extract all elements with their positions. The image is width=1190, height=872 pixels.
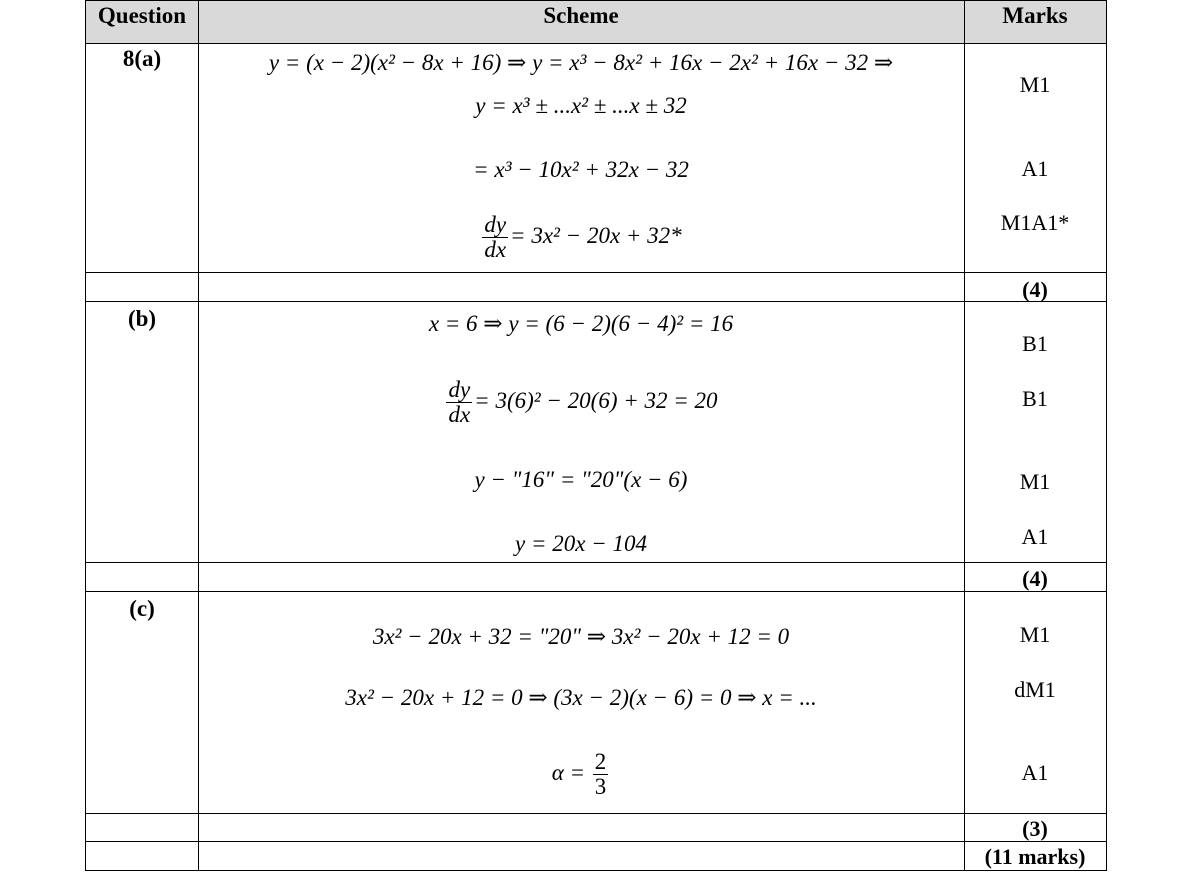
derivative-expression: = 3x² − 20x + 32*	[510, 222, 682, 248]
derivative-fraction	[482, 213, 508, 262]
header-divider	[85, 43, 1106, 44]
scheme-a-line-3: = x³ − 10x² + 32x − 32	[473, 157, 689, 182]
header-question: Question	[97, 3, 187, 28]
total-marks: (11 marks)	[984, 844, 1086, 869]
row-divider	[85, 813, 1106, 814]
mark-b-4: A1	[1021, 524, 1049, 549]
mark-b-1: B1	[1022, 331, 1048, 356]
derivative-fraction	[446, 378, 472, 427]
column-border	[85, 0, 86, 871]
row-divider	[85, 272, 1106, 273]
column-border	[198, 0, 199, 871]
question-label-c: (c)	[129, 596, 155, 621]
mark-a-1: M1	[1019, 72, 1051, 97]
scheme-c-line-1: 3x² − 20x + 32 = "20" ⇒ 3x² − 20x + 12 = 0	[372, 624, 790, 649]
question-label-b: (b)	[127, 306, 157, 331]
row-divider	[85, 301, 1106, 302]
scheme-b-line-1: x = 6 ⇒ y = (6 − 2)(6 − 4)² = 16	[428, 311, 734, 336]
scheme-b-line-4: y = 20x − 104	[515, 531, 647, 556]
alpha-fraction	[593, 750, 609, 799]
question-label-8a: 8(a)	[122, 46, 162, 71]
fraction-denominator: 3	[594, 774, 607, 800]
row-divider	[85, 562, 1106, 563]
column-border	[1106, 0, 1107, 871]
header-marks: Marks	[1002, 3, 1068, 28]
column-border	[964, 0, 965, 871]
scheme-a-line-1: y = (x − 2)(x² − 8x + 16) ⇒ y = x³ − 8x² + 16x − 2x² + 16x − 32 ⇒	[268, 50, 894, 75]
fraction-numerator: dy	[448, 377, 471, 402]
mark-c-1: M1	[1019, 622, 1051, 647]
scheme-b-line-3: y − "16" = "20"(x − 6)	[474, 467, 688, 492]
mark-b-3: M1	[1019, 469, 1051, 494]
scheme-a-line-2: y = x³ ± ...x² ± ...x ± 32	[475, 93, 687, 118]
mark-a-3: M1A1*	[1000, 210, 1070, 235]
subtotal-a: (4)	[1022, 277, 1048, 302]
fraction-denominator: dx	[484, 237, 507, 263]
scheme-c-line-2: 3x² − 20x + 12 = 0 ⇒ (3x − 2)(x − 6) = 0 ⇒ x = ...	[345, 685, 817, 710]
alpha-label: α =	[551, 759, 586, 785]
fraction-denominator: dx	[448, 402, 471, 428]
subtotal-c: (3)	[1022, 816, 1048, 841]
mark-c-2: dM1	[1014, 677, 1056, 702]
scheme-b-line-2	[199, 378, 963, 427]
mark-b-2: B1	[1022, 386, 1048, 411]
row-divider	[85, 841, 1106, 842]
fraction-numerator: dy	[484, 212, 507, 237]
mark-a-2: A1	[1021, 156, 1049, 181]
gradient-expression: = 3(6)² − 20(6) + 32 = 20	[474, 387, 718, 413]
scheme-c-line-3	[199, 750, 963, 799]
table-top-border	[85, 0, 1106, 1]
mark-c-3: A1	[1021, 760, 1049, 785]
table-bottom-border	[85, 870, 1106, 871]
scheme-a-line-4	[199, 213, 963, 262]
row-divider	[85, 591, 1106, 592]
subtotal-b: (4)	[1022, 566, 1048, 591]
fraction-numerator: 2	[594, 749, 607, 774]
header-scheme: Scheme	[543, 3, 619, 28]
